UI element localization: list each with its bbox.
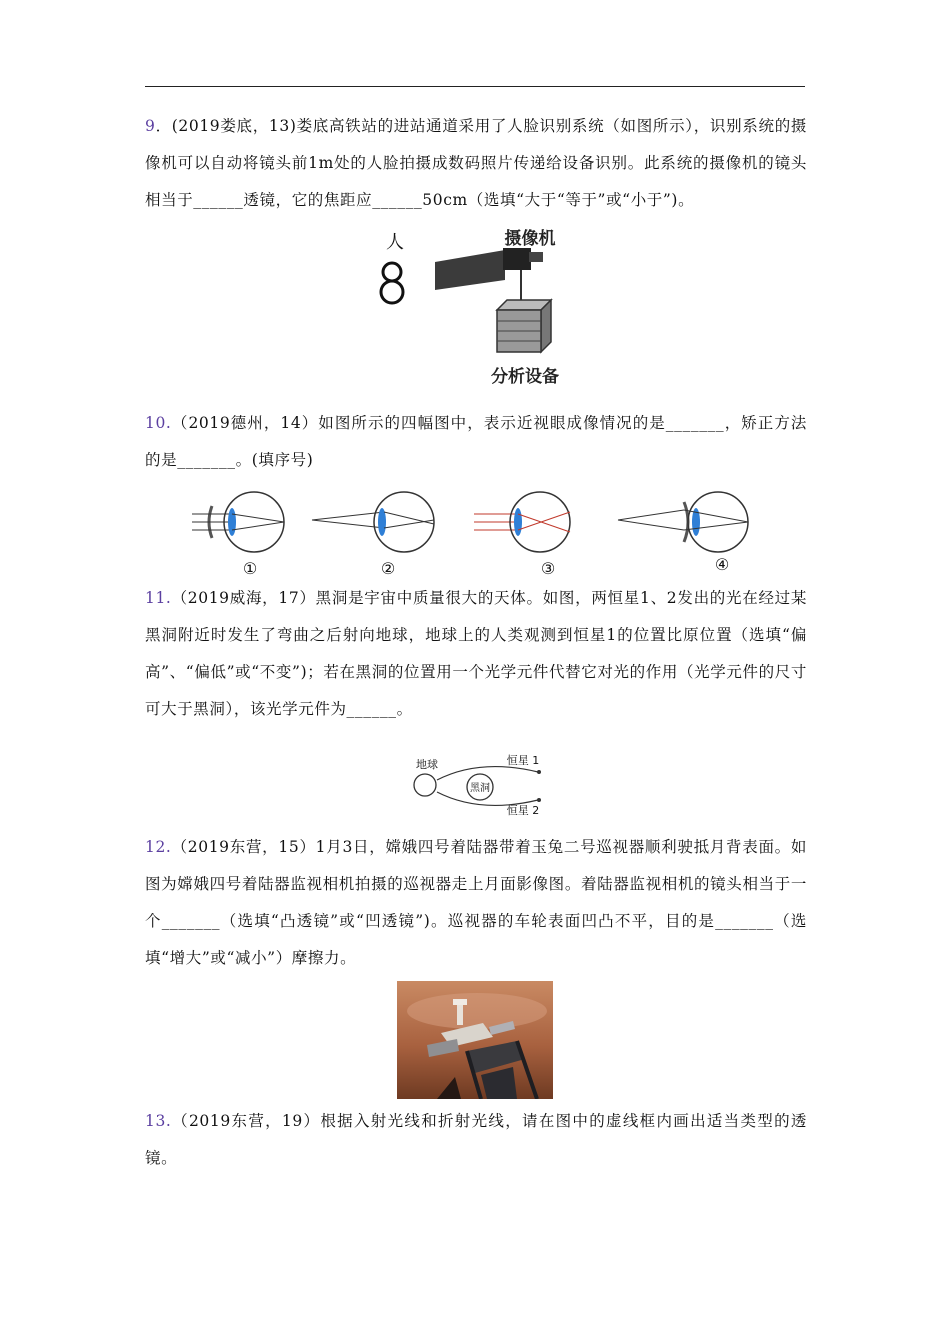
person-icon: [381, 263, 403, 303]
question-number: 10.: [145, 414, 172, 432]
question-text: （2019东营，15）1月3日，嫦娥四号着陆器带着玉兔二号巡视器顺利驶抵月背表面。如图为嫦娥四号着陆器监视相机拍摄的巡视器走上月面影像图。着陆器监视相机的镜头相当于一个_______（选填“凸透镜”或“凹透镜”)。巡视器的车轮表面凹凸不平，目的是_______（选填“增大”或“减小”）摩擦力。: [145, 838, 807, 967]
face-recognition-figure: [365, 222, 585, 392]
camera-icon: [435, 248, 543, 290]
eye-diagram-2: [312, 492, 434, 578]
question-number: 13.: [145, 1112, 172, 1130]
lunar-rover-photo: [397, 981, 553, 1099]
question-number: 11.: [145, 589, 172, 607]
eye-label-1: ①: [242, 559, 258, 578]
earth-label: 地球: [416, 758, 438, 771]
blackhole-label: 黑洞: [470, 783, 490, 794]
question-text: ．(2019娄底，13)娄底高铁站的进站通道采用了人脸识别系统（如图所示），识别系统的摄像机可以自动将镜头前1m处的人脸拍摄成数码照片传递给设备识别。此系统的摄像机的镜头相当于______透镜，它的焦距应______50cm（选填“大于“等于”或“小于”)。: [145, 117, 807, 209]
question-text: （2019威海，17）黑洞是宇宙中质量很大的天体。如图，两恒星1、2发出的光在经过某黑洞附近时发生了弯曲之后射向地球，地球上的人类观测到恒星1的位置比原位置（选填“偏高”、“偏低”或“不变”)；若在黑洞的位置用一个光学元件代替它对光的作用（光学元件的尺寸可大于黑洞），该光学元件为______。: [145, 589, 807, 718]
eye-diagram-1: [192, 492, 284, 578]
eye-lens: [228, 508, 236, 536]
eye-diagram-3: [474, 492, 570, 578]
light-path-1: [437, 767, 538, 780]
eye-label-4: ④: [714, 555, 730, 574]
earth-circle: [414, 774, 436, 796]
question-text: （2019东营，19）根据入射光线和折射光线，请在图中的虚线框内画出适当类型的透镜。: [145, 1112, 807, 1167]
device-icon: [497, 300, 551, 352]
header-rule: [145, 86, 805, 87]
eye-label-3: ③: [540, 559, 556, 578]
question-text: （2019德州，14）如图所示的四幅图中，表示近视眼成像情况的是_______，矫正方法的是_______。(填序号): [145, 414, 807, 469]
question-13: [145, 1103, 807, 1177]
question-number: 12.: [145, 838, 172, 856]
eye-label-2: ②: [380, 559, 396, 578]
eye-diagrams-figure: [188, 486, 758, 578]
question-12: [145, 829, 807, 977]
eye-diagram-4: [618, 492, 748, 574]
star1-label: 恒星 1: [506, 754, 540, 767]
camera-label: 摄像机: [504, 229, 556, 249]
black-hole-figure: [405, 752, 555, 818]
device-label: 分析设备: [491, 367, 559, 387]
question-9: [145, 108, 807, 219]
star2-label: 恒星 2: [506, 804, 540, 817]
question-number: 9: [145, 117, 156, 135]
question-11: [145, 580, 807, 728]
person-label: 人: [386, 232, 404, 253]
question-10: [145, 405, 807, 479]
